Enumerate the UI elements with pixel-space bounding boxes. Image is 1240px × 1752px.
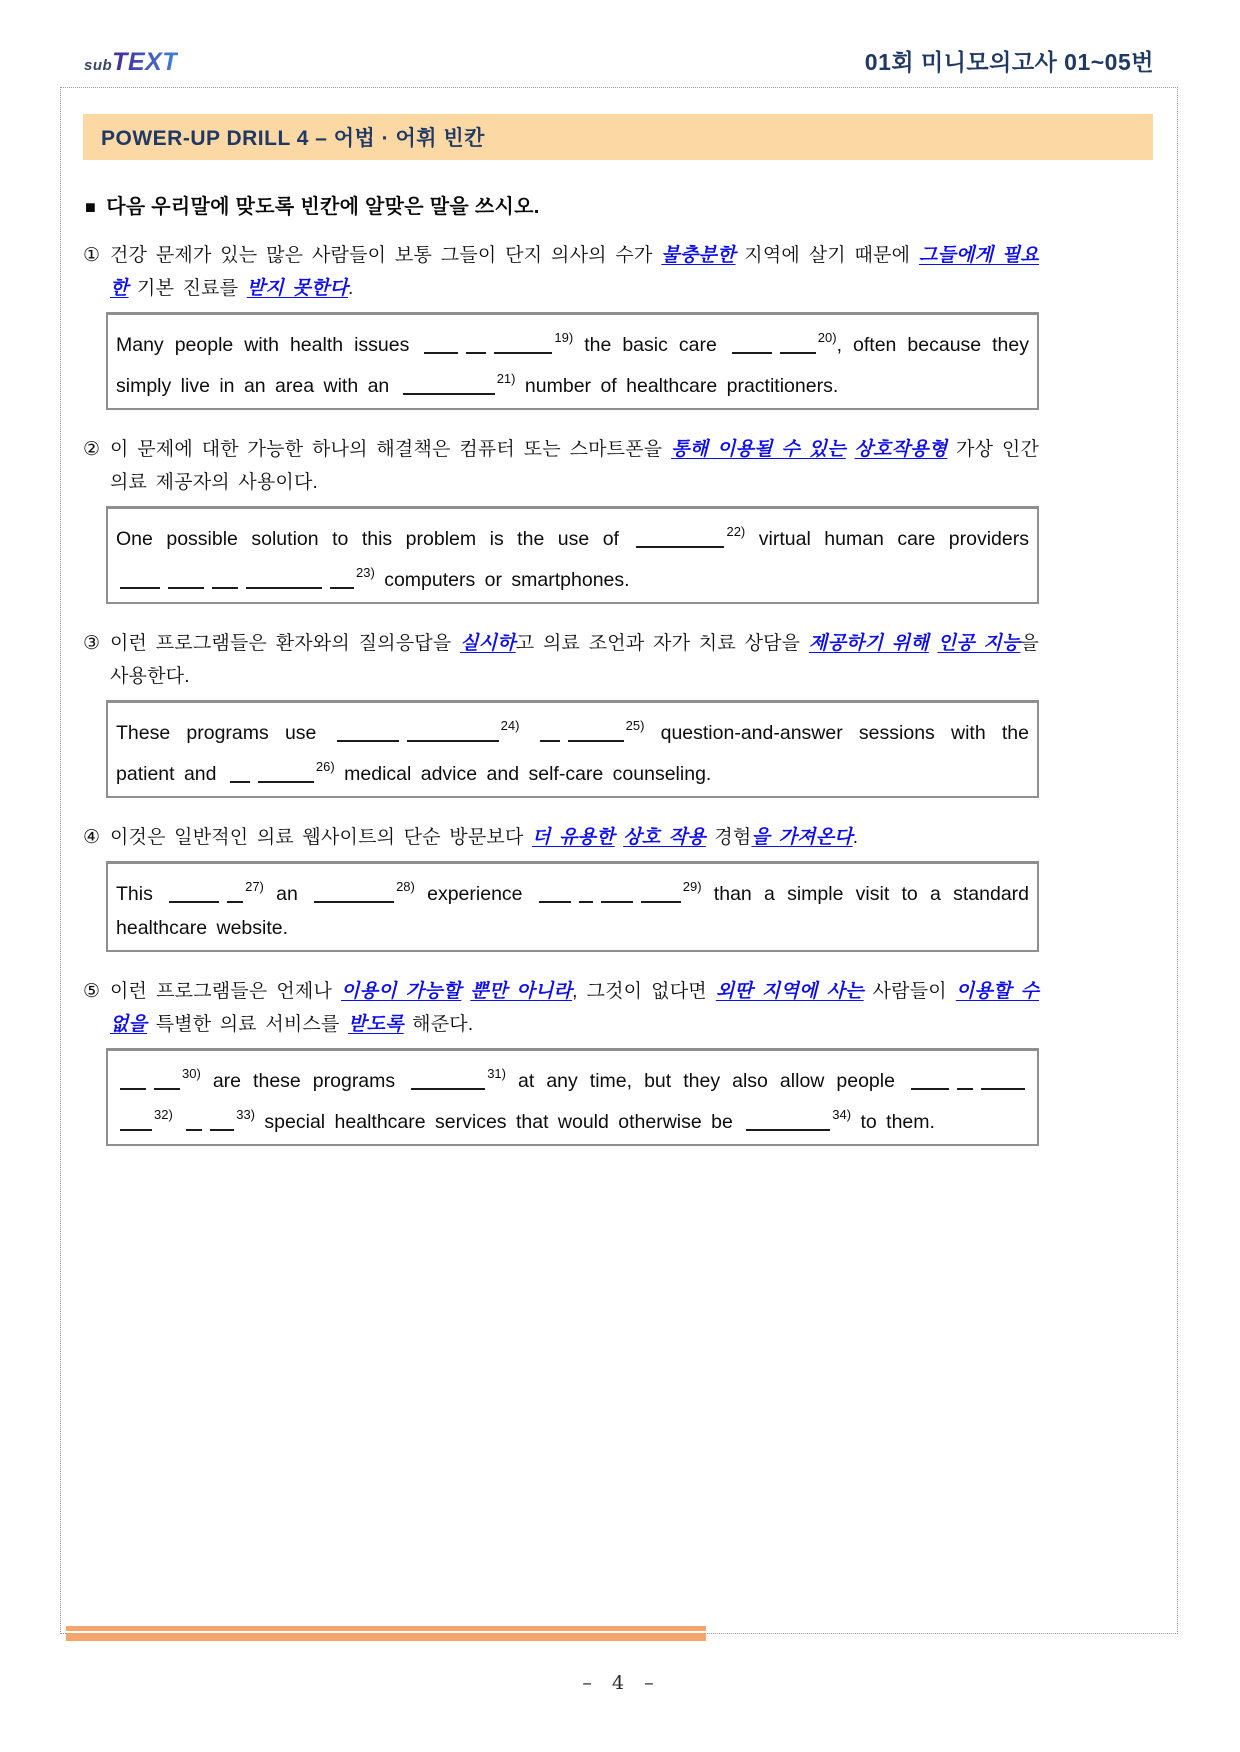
blank-field bbox=[732, 335, 772, 355]
blank-field bbox=[957, 1071, 973, 1091]
text-segment bbox=[846, 439, 855, 460]
question-number: ① bbox=[83, 245, 101, 266]
text-segment: 기본 진료를 bbox=[128, 278, 247, 299]
blank-field bbox=[337, 723, 399, 743]
blank-field bbox=[981, 1071, 1025, 1091]
text-segment: computers or smartphones. bbox=[374, 569, 630, 591]
question-number: ③ bbox=[83, 633, 101, 654]
blank-field bbox=[403, 376, 495, 396]
blank-field bbox=[411, 1071, 485, 1091]
blank-number-superscript: 30) bbox=[182, 1066, 201, 1081]
english-sentence bbox=[116, 870, 1029, 945]
blank-number-superscript: 34) bbox=[832, 1107, 852, 1122]
text-segment: . bbox=[852, 827, 859, 848]
question-korean-prompt bbox=[83, 627, 1039, 693]
answer-box bbox=[106, 506, 1039, 604]
brand-logo-sub: sub bbox=[84, 57, 113, 74]
blank-field bbox=[210, 1112, 234, 1132]
blank-field bbox=[911, 1071, 949, 1091]
question-number: ④ bbox=[83, 827, 101, 848]
korean-emphasis: 외딴 지역에 사는 bbox=[715, 981, 864, 1002]
text-segment bbox=[173, 1111, 182, 1133]
text-segment: 경험 bbox=[705, 827, 752, 848]
blank-field bbox=[227, 884, 243, 904]
footer-accent-bar bbox=[66, 1626, 706, 1641]
question-korean-prompt bbox=[83, 975, 1039, 1041]
text-segment: question-and-answer sessions with the patient and bbox=[116, 722, 1029, 785]
instruction-bullet: ■ bbox=[85, 197, 97, 217]
korean-sentence bbox=[110, 245, 1039, 299]
worksheet-sheet bbox=[60, 87, 1178, 1634]
korean-emphasis: 상호 작용 bbox=[623, 827, 706, 848]
question-item-1 bbox=[83, 239, 1039, 410]
blank-field bbox=[424, 335, 458, 355]
answer-box bbox=[106, 861, 1039, 952]
blank-field bbox=[407, 723, 499, 743]
instruction-line bbox=[85, 190, 1153, 219]
question-list bbox=[83, 239, 1039, 1146]
korean-emphasis: 더 유용한 bbox=[531, 827, 615, 848]
blank-field bbox=[246, 570, 322, 590]
korean-emphasis: 이용이 가능할 bbox=[341, 981, 462, 1002]
text-segment: 가상 인간 의료 제공자의 사용이다. bbox=[110, 439, 1039, 493]
blank-field bbox=[601, 884, 633, 904]
text-segment: 건강 문제가 있는 많은 사람들이 보통 그들이 단지 의사의 수가 bbox=[110, 245, 662, 266]
english-sentence bbox=[116, 321, 1029, 403]
text-segment: 고 의료 조언과 자가 치료 상담을 bbox=[515, 633, 809, 654]
korean-emphasis: 이용할 수 없을 bbox=[110, 981, 1040, 1035]
text-segment: . bbox=[348, 278, 354, 299]
text-segment: 지역에 살기 때문에 bbox=[735, 245, 919, 266]
korean-emphasis: 제공하기 위해 bbox=[808, 633, 929, 654]
blank-number-superscript: 28) bbox=[396, 879, 415, 894]
korean-emphasis: 그들에게 필요한 bbox=[110, 245, 1039, 299]
brand-logo-text: TEXT bbox=[112, 48, 179, 76]
blank-field bbox=[330, 570, 354, 590]
blank-field bbox=[258, 764, 314, 784]
blank-number-superscript: 26) bbox=[315, 759, 335, 774]
question-item-4 bbox=[83, 821, 1039, 952]
text-segment: to them. bbox=[851, 1111, 935, 1133]
question-item-2 bbox=[83, 433, 1039, 604]
text-segment: This bbox=[116, 883, 166, 905]
text-segment: , 그것이 없다면 bbox=[572, 981, 716, 1002]
korean-emphasis: 실시하 bbox=[460, 633, 516, 654]
text-segment bbox=[519, 722, 535, 744]
korean-sentence bbox=[110, 981, 1039, 1035]
text-segment: , often because they simply live in an area with an bbox=[116, 334, 1029, 397]
blank-number-superscript: 27) bbox=[245, 879, 264, 894]
korean-emphasis: 통해 이용될 수 있는 bbox=[671, 439, 846, 460]
blank-field bbox=[746, 1112, 830, 1132]
blank-field bbox=[120, 1071, 146, 1091]
exam-header-title: 01회 미니모의고사 01~05번 bbox=[864, 49, 1154, 75]
blank-number-superscript: 29) bbox=[682, 879, 702, 894]
question-item-5 bbox=[83, 975, 1039, 1146]
korean-emphasis: 인공 지능 bbox=[937, 633, 1021, 654]
text-segment: 특별한 의료 서비스를 bbox=[147, 1014, 349, 1035]
english-sentence bbox=[116, 515, 1029, 597]
blank-field bbox=[494, 335, 552, 355]
blank-number-superscript: 20) bbox=[817, 330, 837, 345]
page-header bbox=[60, 44, 1178, 87]
blank-field bbox=[168, 570, 204, 590]
text-segment: These programs use bbox=[116, 722, 333, 744]
korean-emphasis: 뿐만 아니라 bbox=[470, 981, 573, 1002]
answer-box bbox=[106, 700, 1039, 798]
question-korean-prompt bbox=[83, 239, 1039, 305]
blank-field bbox=[568, 723, 624, 743]
text-segment: 을 사용한다. bbox=[110, 633, 1040, 687]
blank-field bbox=[169, 884, 219, 904]
korean-emphasis: 상호작용형 bbox=[854, 439, 948, 460]
question-korean-prompt bbox=[83, 433, 1039, 499]
blank-field bbox=[120, 570, 160, 590]
english-sentence bbox=[116, 1057, 1029, 1139]
text-segment: Many people with health issues bbox=[116, 334, 421, 356]
question-number: ② bbox=[83, 439, 101, 460]
text-segment: 이런 프로그램들은 언제나 bbox=[110, 981, 342, 1002]
blank-field bbox=[540, 723, 560, 743]
korean-emphasis: 받도록 bbox=[348, 1014, 404, 1035]
blank-number-superscript: 31) bbox=[487, 1066, 506, 1081]
blank-field bbox=[780, 335, 816, 355]
blank-number-superscript: 21) bbox=[496, 371, 516, 386]
text-segment: 이런 프로그램들은 환자와의 질의응답을 bbox=[110, 633, 461, 654]
blank-number-superscript: 32) bbox=[154, 1107, 173, 1122]
korean-sentence bbox=[110, 827, 858, 848]
blank-field bbox=[636, 529, 724, 549]
text-segment: the basic care bbox=[573, 334, 728, 356]
text-segment: medical advice and self-care counseling. bbox=[334, 763, 712, 785]
drill-banner-title: POWER-UP DRILL 4 – 어법 · 어휘 빈칸 bbox=[101, 127, 485, 150]
blank-number-superscript: 22) bbox=[726, 524, 746, 539]
blank-number-superscript: 23) bbox=[356, 565, 375, 580]
text-segment: 이것은 일반적인 의료 웹사이트의 단순 방문보다 bbox=[110, 827, 532, 848]
blank-field bbox=[212, 570, 238, 590]
korean-emphasis: 을 가져온다 bbox=[751, 827, 853, 848]
question-number: ⑤ bbox=[83, 981, 101, 1002]
answer-box bbox=[106, 1048, 1039, 1146]
blank-field bbox=[120, 1112, 152, 1132]
text-segment: are these programs bbox=[200, 1070, 408, 1092]
text-segment: than a simple visit to a standard healthcare website. bbox=[116, 883, 1029, 939]
text-segment: number of healthcare practitioners. bbox=[515, 375, 839, 397]
blank-field bbox=[539, 884, 571, 904]
text-segment bbox=[929, 633, 938, 654]
korean-emphasis: 불충분한 bbox=[661, 245, 736, 266]
text-segment: an bbox=[263, 883, 311, 905]
blank-number-superscript: 25) bbox=[625, 718, 645, 733]
text-segment: 사람들이 bbox=[863, 981, 956, 1002]
english-sentence bbox=[116, 709, 1029, 791]
brand-logo bbox=[84, 48, 178, 77]
blank-field bbox=[186, 1112, 202, 1132]
korean-emphasis: 받지 못한다 bbox=[246, 278, 349, 299]
text-segment: 해준다. bbox=[403, 1014, 474, 1035]
question-korean-prompt bbox=[83, 821, 1039, 854]
blank-number-superscript: 33) bbox=[236, 1107, 256, 1122]
instruction-text: 다음 우리말에 맞도록 빈칸에 알맞은 말을 쓰시오. bbox=[106, 196, 540, 218]
korean-sentence bbox=[110, 439, 1039, 493]
blank-field bbox=[466, 335, 486, 355]
text-segment: virtual human care providers bbox=[745, 528, 1029, 550]
drill-banner bbox=[83, 114, 1153, 160]
answer-box bbox=[106, 312, 1039, 410]
korean-sentence bbox=[110, 633, 1039, 687]
blank-field bbox=[230, 764, 250, 784]
blank-number-superscript: 24) bbox=[500, 718, 520, 733]
blank-field bbox=[579, 884, 593, 904]
blank-field bbox=[641, 884, 681, 904]
text-segment: 이 문제에 대한 가능한 하나의 해결책은 컴퓨터 또는 스마트폰을 bbox=[110, 439, 672, 460]
blank-field bbox=[154, 1071, 180, 1091]
text-segment bbox=[461, 981, 470, 1002]
text-segment: at any time, but they also allow people bbox=[505, 1070, 907, 1092]
text-segment: One possible solution to this problem is the use of bbox=[116, 528, 633, 550]
question-item-3 bbox=[83, 627, 1039, 798]
text-segment: experience bbox=[414, 883, 535, 905]
blank-number-superscript: 19) bbox=[554, 330, 574, 345]
blank-field bbox=[314, 884, 394, 904]
text-segment: special healthcare services that would otherwise be bbox=[255, 1111, 743, 1133]
text-segment bbox=[615, 827, 623, 848]
page-number: – 4 – bbox=[582, 1672, 656, 1694]
